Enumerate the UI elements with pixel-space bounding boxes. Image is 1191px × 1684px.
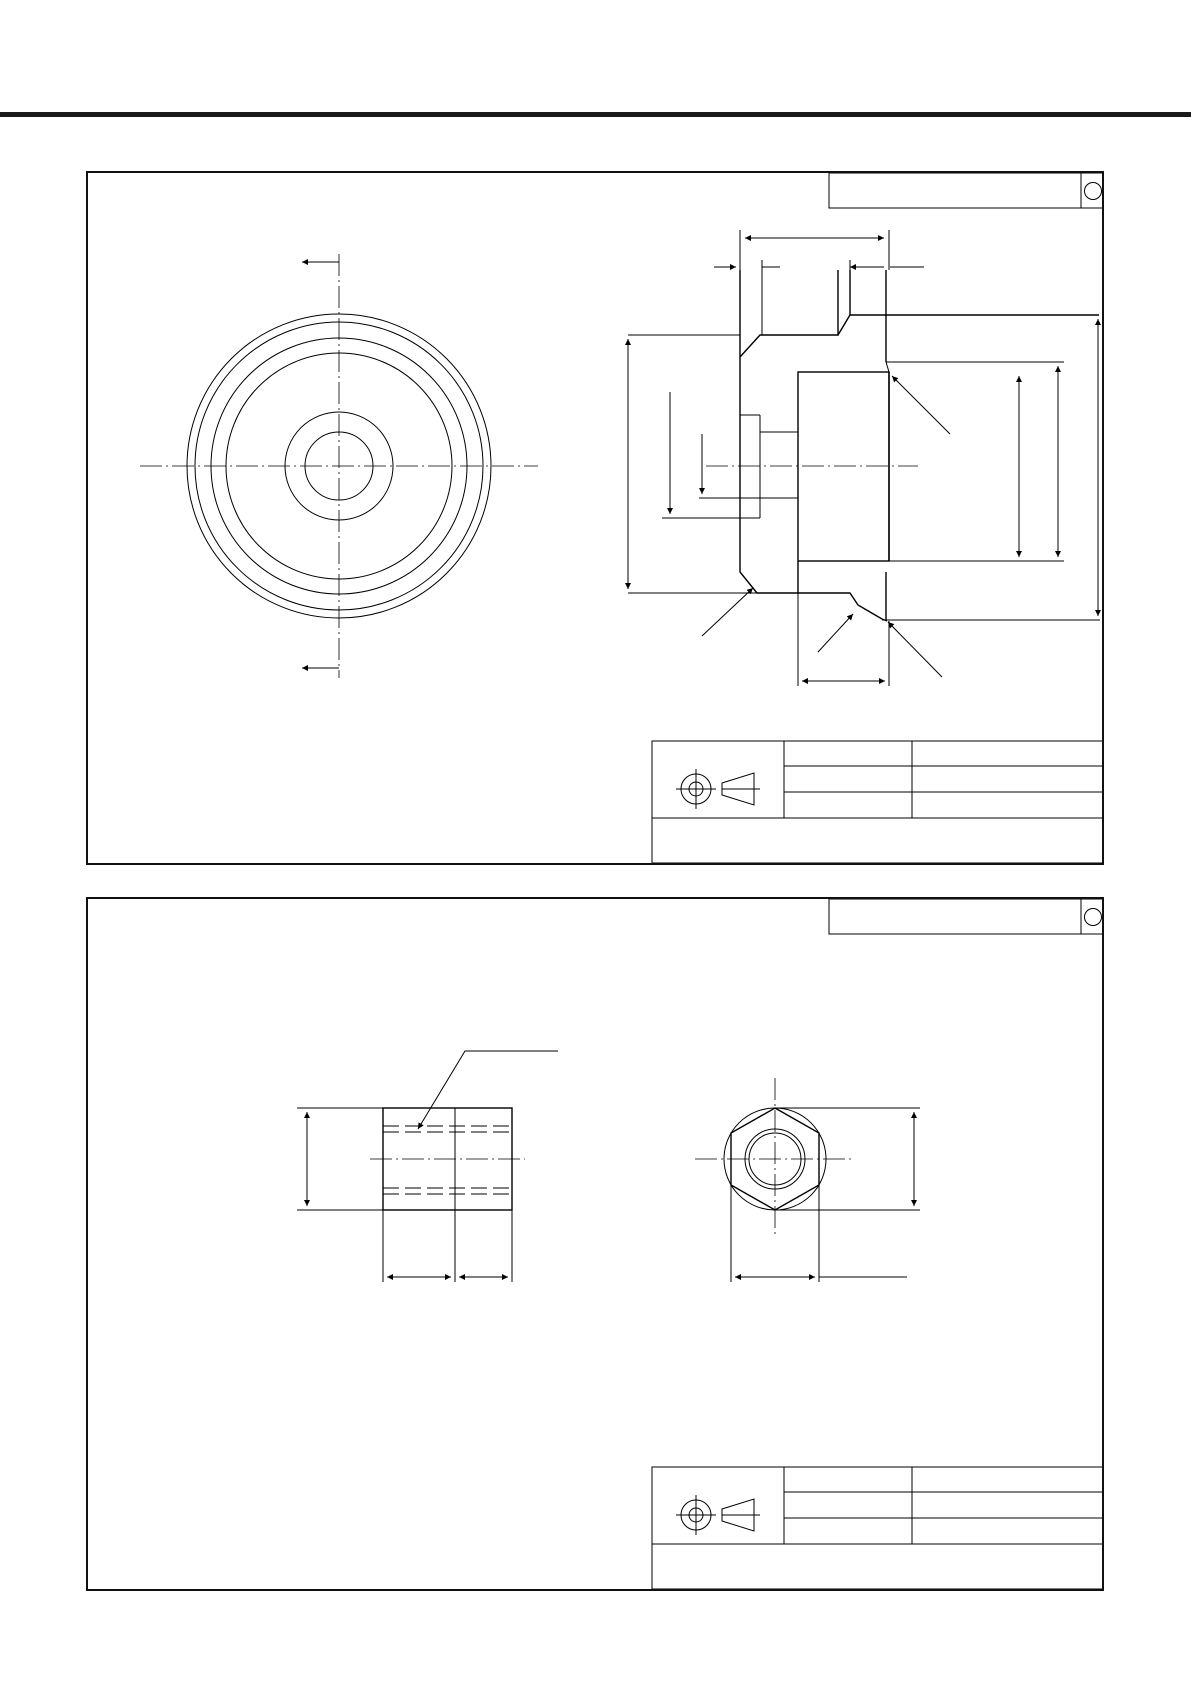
- section-view: [628, 230, 1100, 686]
- projection-symbol-icon: [676, 1495, 760, 1535]
- title-block: [652, 741, 1102, 863]
- projection-symbol-icon: [676, 769, 760, 809]
- title-block: [652, 1467, 1102, 1589]
- nut-front-view: [695, 1078, 920, 1282]
- sheet-2-drawing: [88, 899, 1102, 1589]
- drawing-number-box: [829, 173, 1102, 208]
- revision-circle-icon: [1085, 183, 1102, 200]
- front-view: [140, 254, 538, 678]
- revision-circle-icon: [1085, 909, 1102, 926]
- drawing-sheet-1: [86, 171, 1104, 865]
- sheet-1-drawing: [88, 173, 1102, 863]
- drawing-sheet-2: [86, 897, 1104, 1591]
- nut-side-view: [297, 1051, 558, 1282]
- drawing-number-box: [829, 899, 1102, 934]
- header-rule: [0, 112, 1191, 117]
